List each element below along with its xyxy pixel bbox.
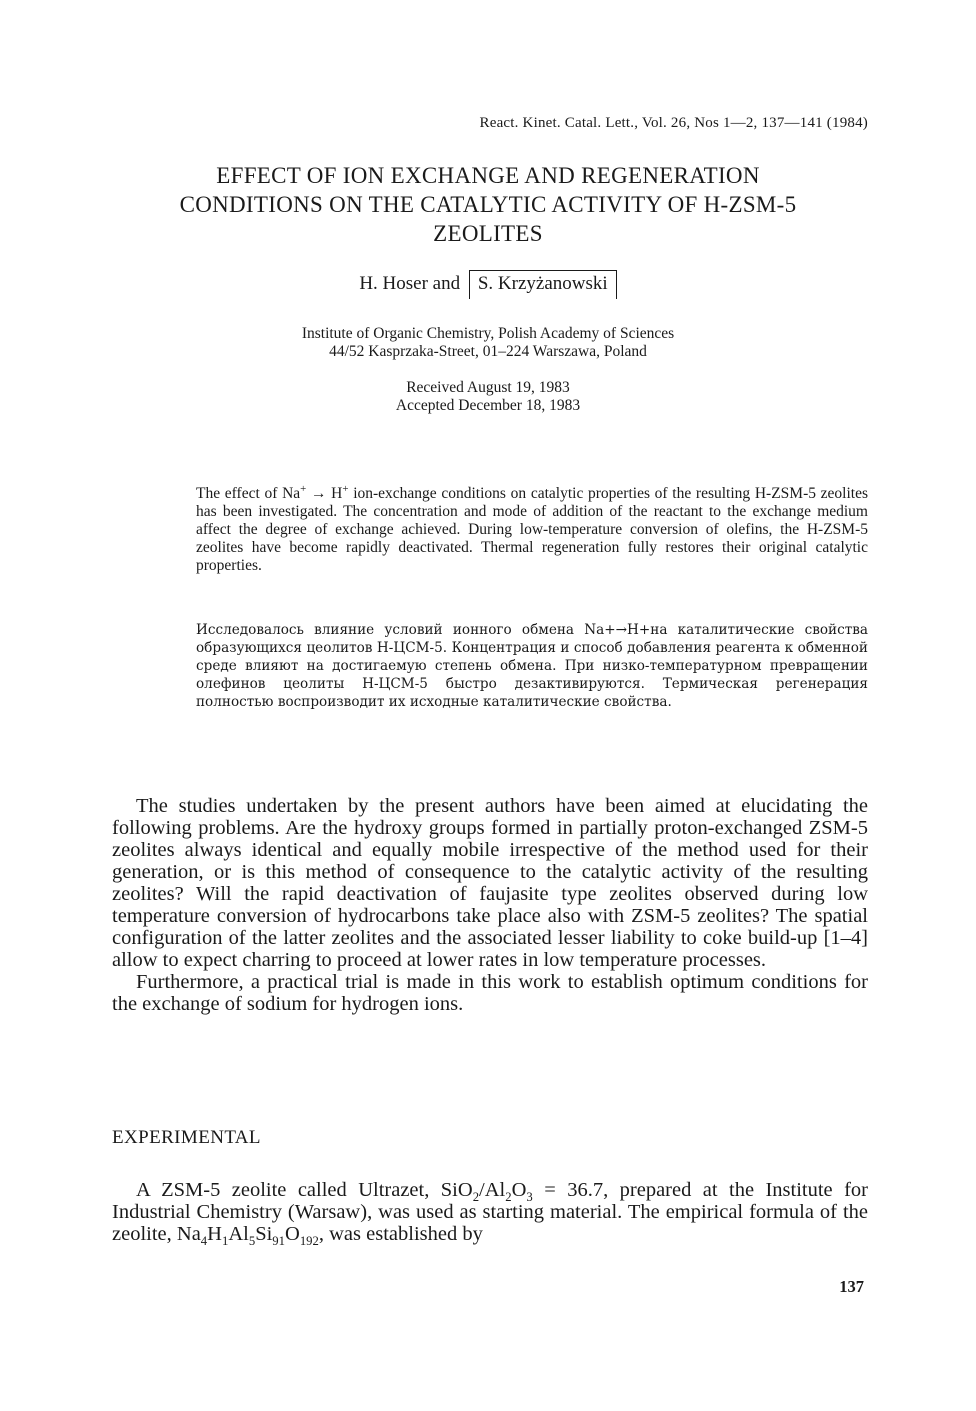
section-heading: EXPERIMENTAL: [112, 1127, 261, 1148]
page-number: 137: [839, 1277, 864, 1296]
title-line: CONDITIONS ON THE CATALYTIC ACTIVITY OF H-ZSM-5: [179, 192, 797, 217]
author-joiner: and: [432, 273, 461, 294]
superscript: +: [342, 482, 349, 495]
article-title: [100, 161, 876, 248]
author-list: [0, 270, 976, 299]
abstract-russian: Исследовалось влияние условий ионного обмена Na+→H+на каталитические свойства образующихся цеолитов Н-ЦСМ-5. Концентрация и способ добавления реагента к обменной среде влияют на достигаемую степень обмена. При низко-температурном превращении олефинов цеолиты Н-ЦСМ-5 быстро дезактивируются. Термическая регенерация полностью воспроизводит их исходные каталитические свойства.: [196, 622, 868, 710]
text-run: A ZSM-5 zeolite called Ultrazet, SiO: [136, 1179, 473, 1201]
experimental-section: [112, 1179, 868, 1249]
body-paragraph: Furthermore, a practical trial is made in this work to establish optimum conditions for the exchange of sodium for hydrogen ions.: [112, 971, 868, 1015]
body-paragraph: The studies undertaken by the present authors have been aimed at elucidating the following problems. Are the hydroxy groups formed in partially proton-exchanged ZSM-5 zeolites always identical and equally mobile irrespective of the method used for their generation, or is this method of consequence to the catalytic activity of the resulting zeolites? Will the rapid deactivation of faujasite type zeolites observed during low temperature conversion of hydrocarbons take place also with ZSM-5 zeolites? The spatial configuration of the latter zeolites and the associated lesser liability to coke build-up [1–4] allow to expect charring to proceed at lower rates in low temperature processes.: [112, 795, 868, 971]
affiliation-line: 44/52 Kasprzaka-Street, 01–224 Warszawa, Poland: [329, 343, 647, 360]
text-run: H: [207, 1223, 222, 1245]
accepted-date: Accepted December 18, 1983: [395, 397, 581, 414]
title-line: ZEOLITES: [433, 221, 543, 246]
affiliation: [0, 325, 976, 361]
author-name-deceased: S. Krzyżanowski: [469, 270, 617, 299]
title-line: EFFECT OF ION EXCHANGE AND REGENERATION: [216, 163, 760, 188]
subscript: 4: [200, 1234, 208, 1249]
subscript: 91: [272, 1234, 285, 1249]
subscript: 2: [505, 1190, 512, 1205]
received-date: Received August 19, 1983: [406, 379, 570, 396]
text-run: O: [511, 1179, 527, 1201]
arrow-symbol: →: [306, 485, 332, 502]
abstract-english: [196, 482, 869, 575]
abstract-text: The effect of Na: [196, 485, 301, 502]
text-run: Si: [255, 1223, 273, 1245]
text-run: , was established by: [318, 1223, 483, 1245]
text-run: Al: [228, 1223, 249, 1245]
body-paragraph: [112, 1179, 868, 1249]
author-name: H. Hoser: [359, 273, 428, 294]
subscript: 192: [299, 1234, 319, 1249]
abstract-text: ion-exchange conditions on catalytic properties of the resulting H-ZSM-5 zeolites has been investigated. The concentration and mode of addition of the reactant to the exchange medium affect the degree of exchange achieved. During low-temperature conversion of olefins, the H-ZSM-5 zeolites have become rapidly deactivated. Thermal regeneration fully restores their original catalytic properties.: [196, 485, 869, 574]
journal-reference: React. Kinet. Catal. Lett., Vol. 26, Nos 1—2, 137—141 (1984): [479, 115, 868, 131]
subscript: 3: [526, 1190, 533, 1205]
text-run: /Al: [479, 1179, 506, 1201]
superscript: +: [300, 482, 307, 495]
submission-dates: [0, 379, 976, 415]
abstract-text: H: [331, 485, 343, 502]
text-run: = 36.7, prepared at the Institute for Industrial Chemistry (Warsaw), was used as starting material. The empirical formula of the zeolite, Na: [112, 1179, 868, 1245]
subscript: 1: [221, 1234, 229, 1249]
introduction-section: [112, 795, 868, 1015]
subscript: 5: [248, 1234, 256, 1249]
affiliation-line: Institute of Organic Chemistry, Polish Academy of Sciences: [301, 325, 675, 342]
subscript: 2: [472, 1190, 480, 1205]
text-run: O: [285, 1223, 300, 1245]
